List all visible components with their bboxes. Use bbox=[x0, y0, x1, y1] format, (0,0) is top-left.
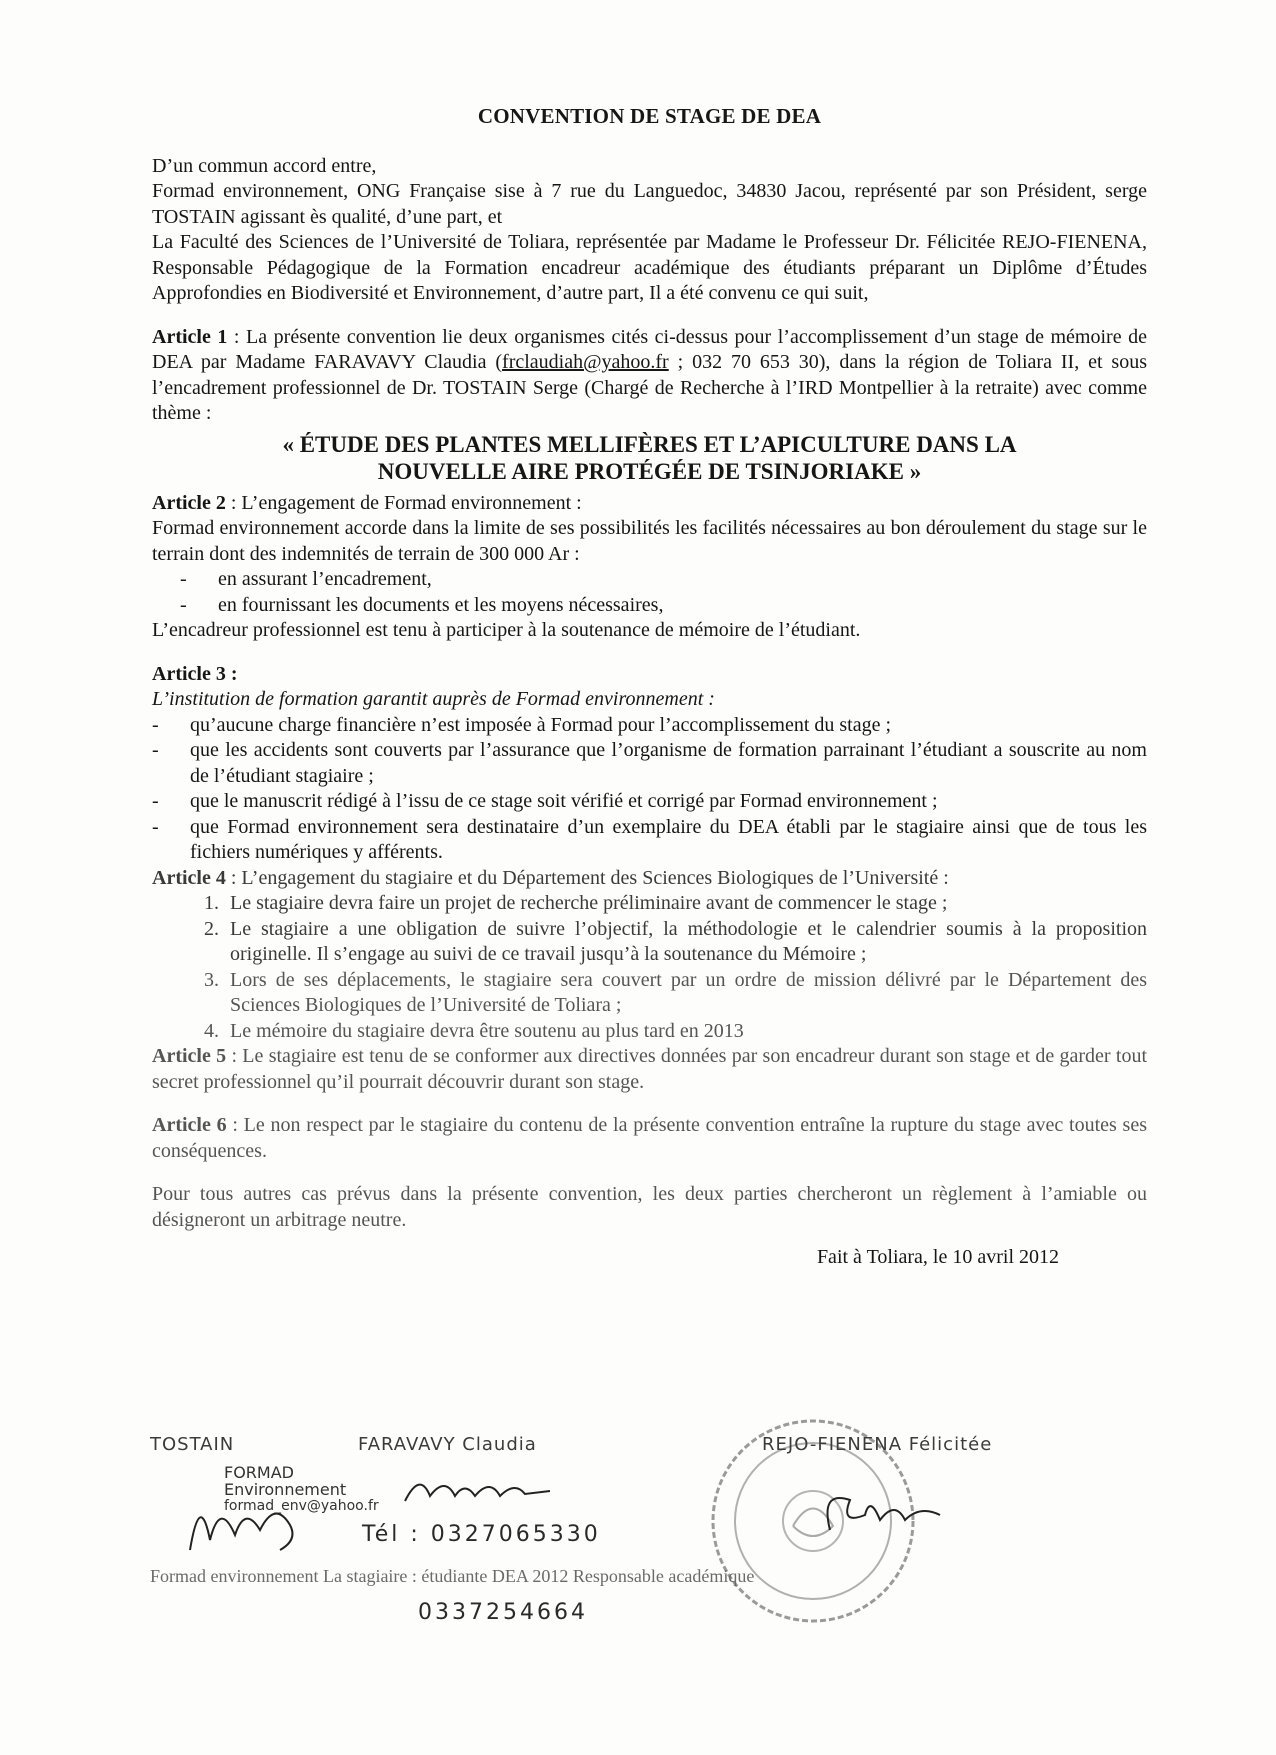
intro-party-faculty: La Faculté des Sciences de l’Université de Toliara, représentée par Madame le Professeur Dr. Félicitée REJO-FIENENA, Responsable Pédagogique de la Formation encadreur académique des étudiants préparant un Diplôme d’Études Approfondies en Biodiversité et Environnement, d’autre part, Il a été convenu ce qui suit, bbox=[152, 231, 1147, 304]
article-1 bbox=[152, 325, 1147, 427]
signature-student-icon bbox=[400, 1466, 560, 1516]
document-body bbox=[152, 104, 1147, 1271]
article-6 bbox=[152, 1113, 1147, 1164]
student-phone-1: Tél : 0327065330 bbox=[362, 1522, 601, 1547]
article-4-head: Article 4 bbox=[152, 866, 226, 889]
signature-block bbox=[150, 1430, 1150, 1690]
intro-party-formad: Formad environnement, ONG Française sise à 7 rue du Languedoc, 34830 Jacou, représenté par son Président, serge TOSTAIN agissant ès qualité, d’une part, et bbox=[152, 180, 1147, 228]
place-date: Fait à Toliara, le 10 avril 2012 bbox=[816, 1246, 1059, 1268]
student-phone-2: 0337254664 bbox=[418, 1600, 588, 1625]
article-4-lead-text: : L’engagement du stagiaire et du Département des Sciences Biologiques de l’Université : bbox=[225, 866, 949, 889]
list-item: 3. Lors de ses déplacements, le stagiaire sera couvert par un ordre de mission délivré par le Département des Sciences Biologiques de l’Université de Toliara ; bbox=[224, 968, 1147, 1019]
signatory-student-name: FARAVAVY Claudia bbox=[358, 1434, 537, 1455]
article-2-lead bbox=[152, 491, 1147, 517]
intro-line: D’un commun accord entre, bbox=[152, 154, 377, 177]
stamp-line-1: FORMAD bbox=[224, 1463, 294, 1482]
article-2-text: Formad environnement accorde dans la limite de ses possibilités les facilités nécessaires au bon déroulement du stage sur le terrain dont des indemnités de terrain de 300 000 Ar : bbox=[152, 517, 1147, 565]
signature-tostain-icon bbox=[180, 1480, 310, 1560]
list-item: - en fournissant les documents et les moyens nécessaires, bbox=[180, 593, 1147, 619]
document-title: CONVENTION DE STAGE DE DEA bbox=[477, 104, 822, 128]
list-item: - que les accidents sont couverts par l’assurance que l’organisme de formation parrainant l’étudiant a souscrite au nom de l’étudiant stagiaire ; bbox=[152, 738, 1147, 789]
list-item: 2. Le stagiaire a une obligation de suivre l’objectif, la méthodologie et le calendrier soumis à la proposition originelle. Il s’engage au suivi de ce travail jusqu’à la soutenance du Mémoire ; bbox=[224, 917, 1147, 968]
article-1-text-after: ; 032 70 653 30), dans la région de Toliara II, et sous l’encadrement professionnel de Dr. TOSTAIN Serge (Chargé de Recherche à l’IRD Montpellier à la retraite) avec comme thème : bbox=[152, 351, 1147, 424]
signatory-formad-name: TOSTAIN bbox=[150, 1434, 235, 1455]
stamp-line-2: Environnement bbox=[224, 1480, 347, 1499]
signature-faculty-icon bbox=[810, 1470, 970, 1550]
article-2-lead-text: : L’engagement de Formad environnement : bbox=[225, 491, 582, 514]
signature-roles-line: Formad environnement La stagiaire : étudiante DEA 2012 Responsable académique bbox=[150, 1566, 755, 1586]
list-item: - que le manuscrit rédigé à l’issu de ce stage soit vérifié et corrigé par Formad environnement ; bbox=[152, 789, 1147, 815]
article-3-list bbox=[152, 713, 1147, 866]
article-1-head: Article 1 bbox=[152, 325, 228, 348]
article-5 bbox=[152, 1044, 1147, 1095]
list-item: - que Formad environnement sera destinataire d’un exemplaire du DEA établi par le stagiaire ainsi que de tous les fichiers numériques y afférents. bbox=[152, 815, 1147, 866]
thesis-theme-line-1: « ÉTUDE DES PLANTES MELLIFÈRES ET L’APICULTURE DANS LA bbox=[282, 431, 1017, 457]
thesis-theme bbox=[152, 431, 1147, 485]
thesis-theme-line-2: NOUVELLE AIRE PROTÉGÉE DE TSINJORIAKE » bbox=[377, 458, 922, 484]
closing-clause: Pour tous autres cas prévus dans la présente convention, les deux parties chercheront un règlement à l’amiable ou désigneront un arbitrage neutre. bbox=[152, 1183, 1147, 1231]
list-item: - qu’aucune charge financière n’est imposée à Formad pour l’accomplissement du stage ; bbox=[152, 713, 1147, 739]
article-6-head: Article 6 bbox=[152, 1114, 227, 1136]
article-1-text-before: : La présente convention lie deux organismes cités ci-dessus pour l’accomplissement d’un stage de mémoire de DEA par Madame FARAVAVY Claudia ( bbox=[152, 325, 1147, 373]
article-2-closing: L’encadreur professionnel est tenu à participer à la soutenance de mémoire de l’étudiant. bbox=[152, 619, 861, 641]
article-6-text: : Le non respect par le stagiaire du contenu de la présente convention entraîne la rupture du stage avec toutes ses conséquences. bbox=[152, 1114, 1147, 1162]
article-2-head: Article 2 bbox=[152, 491, 226, 514]
article-4-list bbox=[152, 891, 1147, 1044]
stamp-email: formad_env@yahoo.fr bbox=[224, 1498, 379, 1514]
list-item: - en assurant l’encadrement, bbox=[180, 567, 1147, 593]
article-5-head: Article 5 bbox=[152, 1045, 227, 1067]
article-3-lead: L’institution de formation garantit auprès de Formad environnement : bbox=[152, 688, 715, 710]
list-item: 4. Le mémoire du stagiaire devra être soutenu au plus tard en 2013 bbox=[224, 1019, 1147, 1045]
signatory-faculty-name: REJO-FIENENA Félicitée bbox=[762, 1434, 993, 1455]
article-5-text: : Le stagiaire est tenu de se conformer aux directives données par son encadreur durant son stage et de garder tout secret professionnel qu’il pourrait découvrir durant son stage. bbox=[152, 1045, 1147, 1093]
article-3-head: Article 3 : bbox=[152, 662, 238, 685]
article-4-lead bbox=[152, 866, 1147, 892]
article-2-list bbox=[152, 567, 1147, 618]
list-item: 1. Le stagiaire devra faire un projet de recherche préliminaire avant de commencer le stage ; bbox=[224, 891, 1147, 917]
student-email-link[interactable]: frclaudiah@yahoo.fr bbox=[502, 351, 669, 373]
